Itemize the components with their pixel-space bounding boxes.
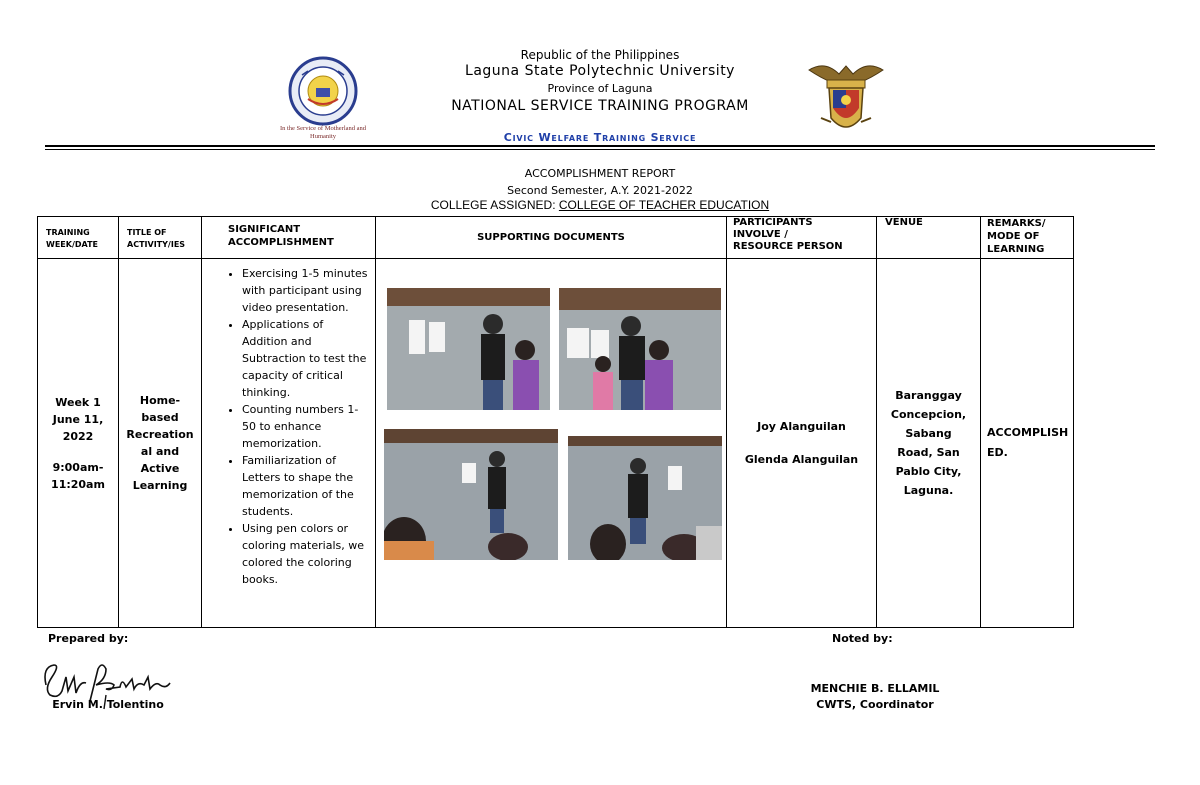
header-remarks: REMARKS/ MODE OF LEARNING bbox=[981, 217, 1074, 259]
header-university: Laguna State Polytechnic University bbox=[465, 63, 735, 79]
header-province: Province of Laguna bbox=[547, 82, 653, 95]
report-title: ACCOMPLISHMENT REPORT bbox=[524, 167, 676, 180]
prepared-by-name: Ervin M. Tolentino bbox=[52, 698, 164, 711]
eagle-crest-logo bbox=[805, 56, 887, 142]
header-significant-accomplishment: SIGNIFICANT ACCOMPLISHMENT bbox=[202, 217, 376, 259]
header-supporting-documents: SUPPORTING DOCUMENTS bbox=[376, 217, 727, 259]
noted-by-role: CWTS, Coordinator bbox=[816, 698, 934, 711]
header-participants: PARTICIPANTS INVOLVE / RESOURCE PERSON bbox=[727, 217, 877, 259]
table-row bbox=[38, 259, 1074, 628]
noted-by-label: Noted by: bbox=[832, 632, 893, 645]
activity-photo-2 bbox=[559, 288, 721, 410]
college-value: COLLEGE OF TEACHER EDUCATION bbox=[558, 198, 770, 212]
header-republic: Republic of the Philippines bbox=[520, 48, 680, 62]
cell-week-date: Week 1 June 11, 2022 9:00am- 11:20am bbox=[38, 259, 119, 628]
seal-motto: In the Service of Motherland and Humanity bbox=[279, 125, 367, 140]
college-label: COLLEGE ASSIGNED: bbox=[430, 198, 556, 212]
cell-participants: Joy Alanguilan Glenda Alanguilan bbox=[727, 259, 877, 628]
header-training-week: TRAINING WEEK/DATE bbox=[38, 217, 119, 259]
cell-activity-title: Home- based Recreation al and Active Learning bbox=[119, 259, 202, 628]
header-program: NATIONAL SERVICE TRAINING PROGRAM bbox=[451, 98, 749, 114]
list-item: • Exercising 1-5 minutes with participant using video presentation. bbox=[242, 265, 371, 316]
table-header-row bbox=[38, 217, 1074, 259]
list-item: • Using pen colors or coloring materials, we colored the coloring books. bbox=[242, 520, 371, 588]
list-item: • Familiarization of Letters to shape the memorization of the students. bbox=[242, 452, 371, 520]
noted-by-name: MENCHIE B. ELLAMIL bbox=[810, 682, 940, 695]
cell-accomplishments bbox=[202, 259, 376, 628]
cell-remarks: ACCOMPLISH ED. bbox=[981, 259, 1074, 628]
activity-photo-3 bbox=[384, 429, 558, 560]
header-activity-title: TITLE OF ACTIVITY/IES bbox=[119, 217, 202, 259]
accomplishment-table bbox=[37, 216, 1074, 628]
accomplishment-list bbox=[202, 265, 371, 588]
activity-photo-4 bbox=[568, 436, 722, 560]
list-item: • Counting numbers 1-50 to enhance memorization. bbox=[242, 401, 371, 452]
header-divider bbox=[45, 145, 1155, 147]
header-divider-thin bbox=[45, 149, 1155, 150]
prepared-by-label: Prepared by: bbox=[48, 632, 129, 645]
report-college bbox=[0, 198, 1200, 212]
list-item: • Applications of Addition and Subtraction to test the capacity of critical thinking. bbox=[242, 316, 371, 401]
report-semester: Second Semester, A.Y. 2021-2022 bbox=[507, 184, 693, 197]
header-component: Civic Welfare Training Service bbox=[503, 131, 697, 144]
cell-supporting-documents bbox=[376, 259, 727, 628]
university-seal-logo bbox=[278, 55, 368, 147]
header-venue: VENUE bbox=[877, 217, 981, 259]
activity-photo-1 bbox=[387, 288, 550, 410]
cell-venue: Baranggay Concepcion, Sabang Road, San Pablo City, Laguna. bbox=[877, 259, 981, 628]
